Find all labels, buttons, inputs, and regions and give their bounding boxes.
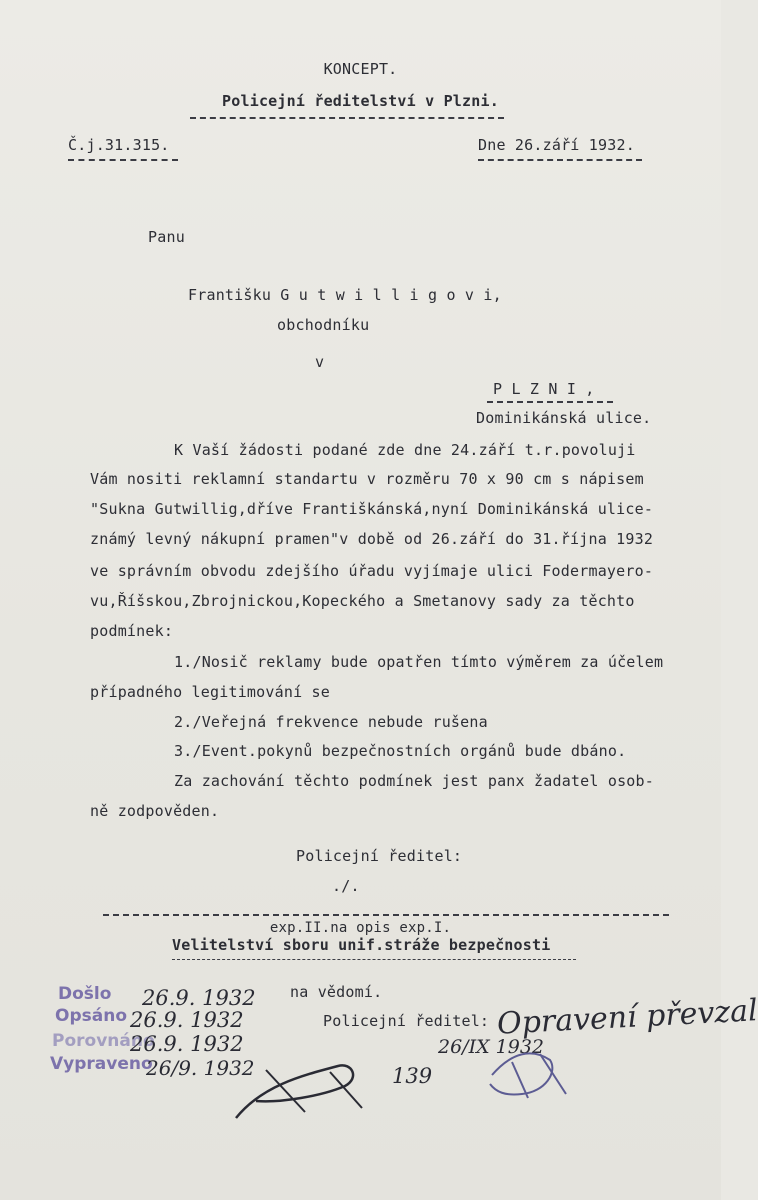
- condition-line: 2./Veřejná frekvence nebude rušena: [174, 713, 488, 731]
- copy-recipient: Velitelství sboru unif.stráže bezpečnosti: [172, 936, 551, 954]
- closing-line: ně zodpověden.: [90, 802, 220, 820]
- salutation: Panu: [148, 228, 185, 246]
- signature-title: Policejní ředitel:: [296, 847, 463, 865]
- body-line: "Sukna Gutwillig,dříve Františkánská,nyní Dominikánská ulice-: [90, 500, 654, 518]
- recipient-city: P L Z N I ,: [493, 380, 595, 398]
- body-line: K Vaší žádosti podané zde dne 24.září t.r.povoluji: [174, 441, 636, 459]
- copy-notice: na vědomí.: [290, 983, 383, 1001]
- recipient-name: Františku G u t w i l l i g o v i,: [188, 286, 502, 304]
- closing-line: Za zachování těchto podmínek jest panx žadatel osob-: [174, 772, 654, 790]
- stamp-label-compared: Porovnáno: [52, 1031, 155, 1051]
- condition-line: 1./Nosič reklamy bude opatřen tímto výměrem za účelem: [174, 653, 664, 671]
- condition-line: případného legitimování se: [90, 683, 330, 701]
- stamp-label-dispatched: Vypraveno: [50, 1054, 153, 1074]
- main-signature-scribble: [236, 1065, 353, 1118]
- preposition: v: [315, 353, 325, 371]
- handwritten-note: Opravení převzal: [496, 993, 758, 1042]
- handwritten-number: 139: [392, 1064, 433, 1088]
- stamp-label-copied: Opsáno: [55, 1006, 127, 1026]
- signature-mark: ./.: [332, 877, 360, 895]
- copy-director: Policejní ředitel:: [323, 1012, 490, 1030]
- stamp-label-received: Došlo: [58, 984, 112, 1004]
- document-date: Dne 26.září 1932.: [478, 136, 635, 154]
- stamp-date-compared: 26.9. 1932: [130, 1032, 244, 1056]
- concept-label: KONCEPT.: [323, 60, 398, 78]
- signature-strokes: [266, 1070, 362, 1112]
- condition-line: 3./Event.pokynů bezpečnostních orgánů bude dbáno.: [174, 742, 627, 760]
- recipient-street: Dominikánská ulice.: [476, 409, 652, 427]
- body-line: podmínek:: [90, 622, 174, 640]
- recipient-occupation: obchodníku: [277, 316, 370, 334]
- body-line: Vám nositi reklamní standartu v rozměru 70 x 90 cm s nápisem: [90, 470, 644, 488]
- body-line: známý levný nákupní pramen"v době od 26.září do 31.října 1932: [90, 530, 654, 548]
- violet-signature-strokes: [512, 1054, 566, 1098]
- expedition-note: exp.II.na opis exp.I.: [269, 920, 452, 936]
- handwritten-date: 26/IX 1932: [438, 1036, 545, 1058]
- stamp-date-dispatched: 26/9. 1932: [146, 1056, 255, 1080]
- office-title: Policejní ředitelství v Plzni.: [222, 92, 499, 110]
- stamp-date-received: 26.9. 1932: [142, 986, 256, 1010]
- body-line: vu,Říšskou,Zbrojnickou,Kopeckého a Smetanovy sady za těchto: [90, 592, 635, 610]
- reference-number: Č.j.31.315.: [68, 136, 170, 154]
- stamp-date-copied: 26.9. 1932: [130, 1008, 244, 1032]
- body-line: ve správním obvodu zdejšího úřadu vyjímaje ulici Fodermayero-: [90, 562, 654, 580]
